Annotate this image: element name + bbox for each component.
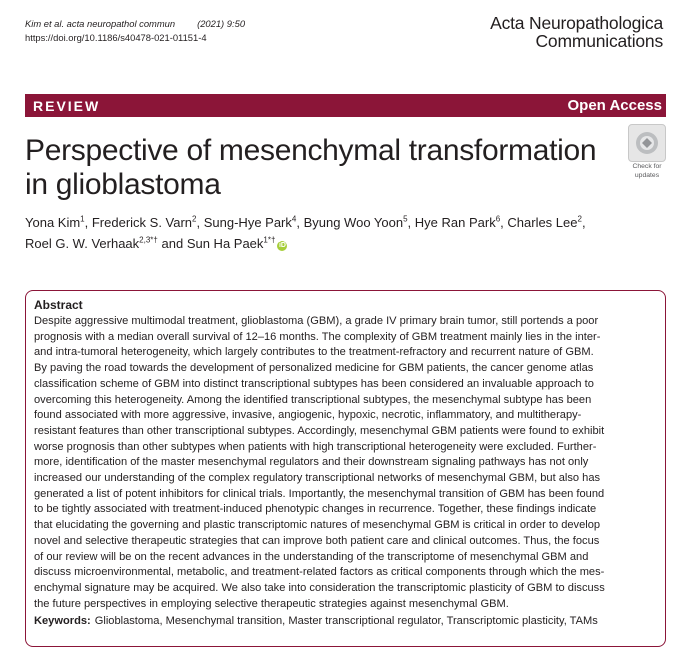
author-affiliation: 2,3*† [139, 235, 158, 245]
article-type-label: REVIEW [33, 97, 101, 114]
abstract-line: and intra-tumoral heterogeneity, which largely contributes to the treatment-refractory and recurrent nature of GBM. [34, 346, 594, 359]
author-list: Yona Kim$^1$, Frederick S. Varn$^2$, Sung-Hye Park$^4$, Byung Woo Yoon$^5$, Hye Ran Park$^6$, Charles Lee$^2$, Roel G. W. Verhaak$^{2,3*\dagger}$ and Sun Ha Paek$^{1*\dagger}$iD [25, 214, 586, 251]
abstract-line: increased our understanding of the complex regulatory transcriptional networks of mesenchymal GBM, but also has [34, 472, 601, 485]
abstract-line: overcoming this heterogeneity. Among the identified transcriptional subtypes, the mesenchymal subtype has been [34, 393, 592, 406]
keywords-label: Keywords: [34, 615, 91, 628]
keywords [34, 614, 657, 630]
title-line-2: in glioblastoma [25, 168, 221, 201]
abstract-line: of our review will be on the recent advances in the understanding of the transcriptome of mesenchymal GBM and [34, 550, 589, 563]
abstract-line: more, identification of the master mesenchymal regulators and their downstream signaling pathways has not only [34, 456, 589, 469]
abstract-line: discuss microenvironmental, metabolic, and treatment-related factors as critical components through which the mes- [34, 566, 605, 579]
abstract-line: Despite aggressive multimodal treatment, glioblastoma (GBM), a grade IV primary brain tumor, still portends a poor [34, 315, 599, 327]
article-type-banner [25, 94, 666, 117]
title-line-1: Perspective of mesenchymal transformation [25, 134, 597, 167]
author-affiliation: 4 [291, 214, 297, 224]
abstract-line: By paving the road towards the development of personalized medicine for GBM patients, the cancer genome atlas [34, 362, 594, 375]
abstract-text [34, 314, 657, 612]
author-name[interactable]: Charles Lee [507, 215, 578, 230]
abstract-line: that elucidating the governing and plastic transcriptomic natures of mesenchymal GBM is critical in order to develop [34, 519, 601, 532]
journal-name-line2: Communications [535, 31, 663, 51]
author-affiliation: 2 [192, 214, 197, 224]
author-affiliation: 1 [80, 214, 85, 224]
author-name[interactable]: Frederick S. Varn [91, 215, 193, 230]
citation-block [25, 17, 245, 44]
author-affiliation: 1*† [263, 235, 276, 245]
abstract-line: classification scheme of GBM into distinct transcriptional subtypes has been considered an invaluable approach to [34, 377, 594, 390]
author-affiliation: 2 [577, 214, 582, 224]
journal-name-line1: Acta Neuropathologica [490, 13, 663, 33]
citation-authors: Kim et al. acta neuropathol commun [25, 18, 176, 29]
abstract-line: generated a list of potent inhibitors for clinical trials. Importantly, the mesenchymal transition of GBM has been found [34, 487, 605, 500]
author-name[interactable]: Roel G. W. Verhaak [25, 236, 140, 251]
open-access-label: Open Access [567, 97, 662, 114]
author-name[interactable]: Sung-Hye Park [203, 215, 292, 230]
author-conjunction: and [161, 236, 184, 251]
abstract-line: resistant features than other transcriptional subtypes. Accordingly, mesenchymal GBM patients were found to exhibit [34, 424, 605, 437]
abstract-line: the future perspectives in employing selective therapeutic strategies against mesenchymal GBM. [34, 597, 509, 610]
abstract-heading: Abstract [34, 298, 83, 312]
check-for-updates-label-1: Check for [632, 163, 662, 170]
author-name[interactable]: Sun Ha Paek [186, 236, 264, 251]
journal-logo[interactable] [490, 14, 663, 50]
author-name[interactable]: Yona Kim [25, 215, 81, 230]
abstract-line: prognosis with a median overall survival of 12–16 months. The complexity of GBM treatment mainly lies in the inter- [34, 330, 601, 343]
abstract-line: novel and selective therapeutic strategies that can improve both patient care and clinical outcomes. Thus, the focus [34, 534, 600, 547]
author-affiliation: 5 [403, 214, 408, 224]
citation-year: (2021) 9:50 [197, 18, 246, 29]
crossmark-icon [628, 124, 666, 162]
author-affiliation: 6 [495, 214, 501, 224]
abstract-line: enchymal signature may be acquired. We also take into consideration the transcriptomic plasticity of GBM to discuss [34, 581, 605, 594]
abstract-line: found associated with more aggressive, invasive, angiogenic, hypoxic, necrotic, inflammatory, and multitherapy- [34, 409, 582, 422]
check-for-updates-button[interactable] [628, 124, 666, 179]
author-name[interactable]: Hye Ran Park [414, 215, 496, 230]
doi-link[interactable]: https://doi.org/10.1186/s40478-021-01151-4 [25, 31, 207, 43]
check-for-updates-label-2: updates [634, 171, 660, 179]
keywords-list: Glioblastoma, Mesenchymal transition, Master transcriptional regulator, Transcriptomic plasticity, TAMs [94, 615, 598, 628]
orcid-icon[interactable]: iD [278, 242, 286, 249]
abstract-box [25, 290, 666, 647]
abstract-line: to be tightly associated with treatment-induced phenotypic changes in recurrence. Together, these findings indicate [34, 503, 597, 516]
article-title [25, 134, 625, 202]
author-name[interactable]: Byung Woo Yoon [303, 215, 404, 230]
abstract-line: worse prognosis than other subtypes when patients with high transcriptional heterogeneity were excluded. Further- [34, 440, 597, 453]
citation-line [25, 17, 245, 31]
